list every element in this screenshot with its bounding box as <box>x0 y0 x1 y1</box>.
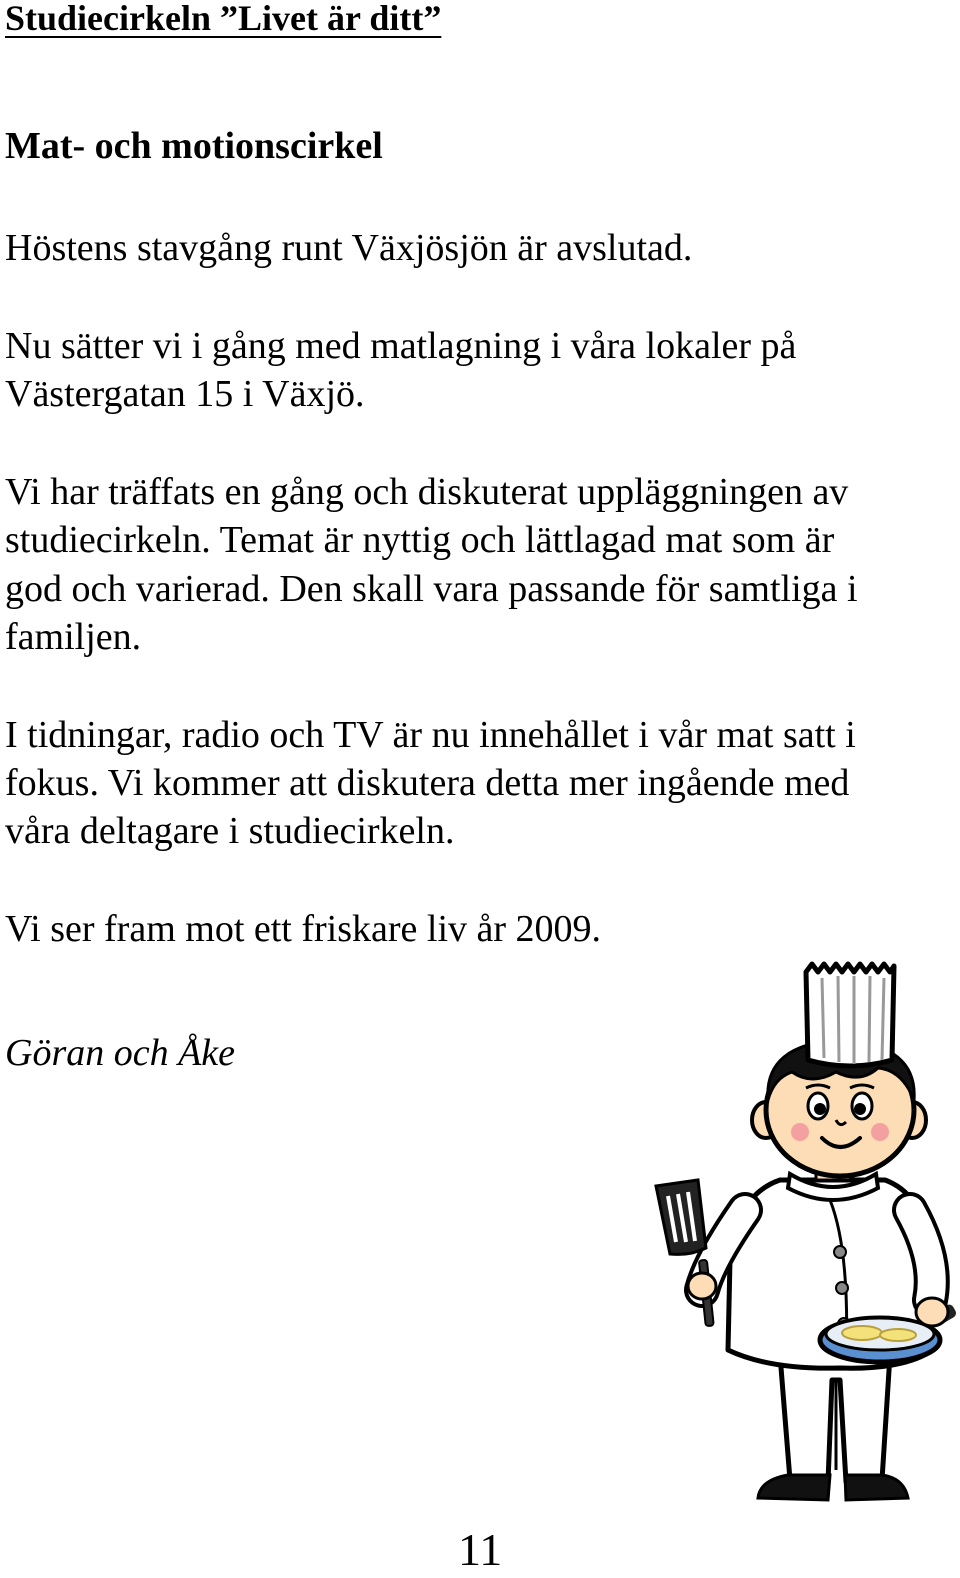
body-line: fokus. Vi kommer att diskutera detta mer ingående med <box>5 762 850 804</box>
section-heading: Mat- och motionscirkel <box>5 125 383 167</box>
chef-right-shoe <box>845 1475 908 1500</box>
body-line: Vi har träffats en gång och diskuterat uppläggningen av <box>5 471 849 513</box>
body-line: Vi ser fram mot ett friskare liv år 2009. <box>5 908 602 950</box>
chef-cartoon-icon <box>640 960 960 1520</box>
body-line: familjen. <box>5 616 142 658</box>
body-line: studiecirkeln. Temat är nyttig och lättlagad mat som är <box>5 519 835 561</box>
chef-trousers <box>780 1355 890 1482</box>
signature: Göran och Åke <box>5 1032 236 1074</box>
page-number: 11 <box>458 1524 503 1575</box>
body-line: I tidningar, radio och TV är nu innehållet i vår mat satt i <box>5 714 856 756</box>
document-title: Studiecirkeln ”Livet är ditt” <box>5 0 442 38</box>
body-line: Höstens stavgång runt Växjösjön är avslutad. <box>5 227 693 269</box>
body-line: Nu sätter vi i gång med matlagning i våra lokaler på <box>5 325 797 367</box>
body-line: god och varierad. Den skall vara passande för samtliga i <box>5 568 858 610</box>
chef-left-shoe <box>758 1475 830 1500</box>
chef-hat-icon <box>806 964 894 1066</box>
body-line: våra deltagare i studiecirkeln. <box>5 810 455 852</box>
body-line: Västergatan 15 i Växjö. <box>5 373 365 415</box>
